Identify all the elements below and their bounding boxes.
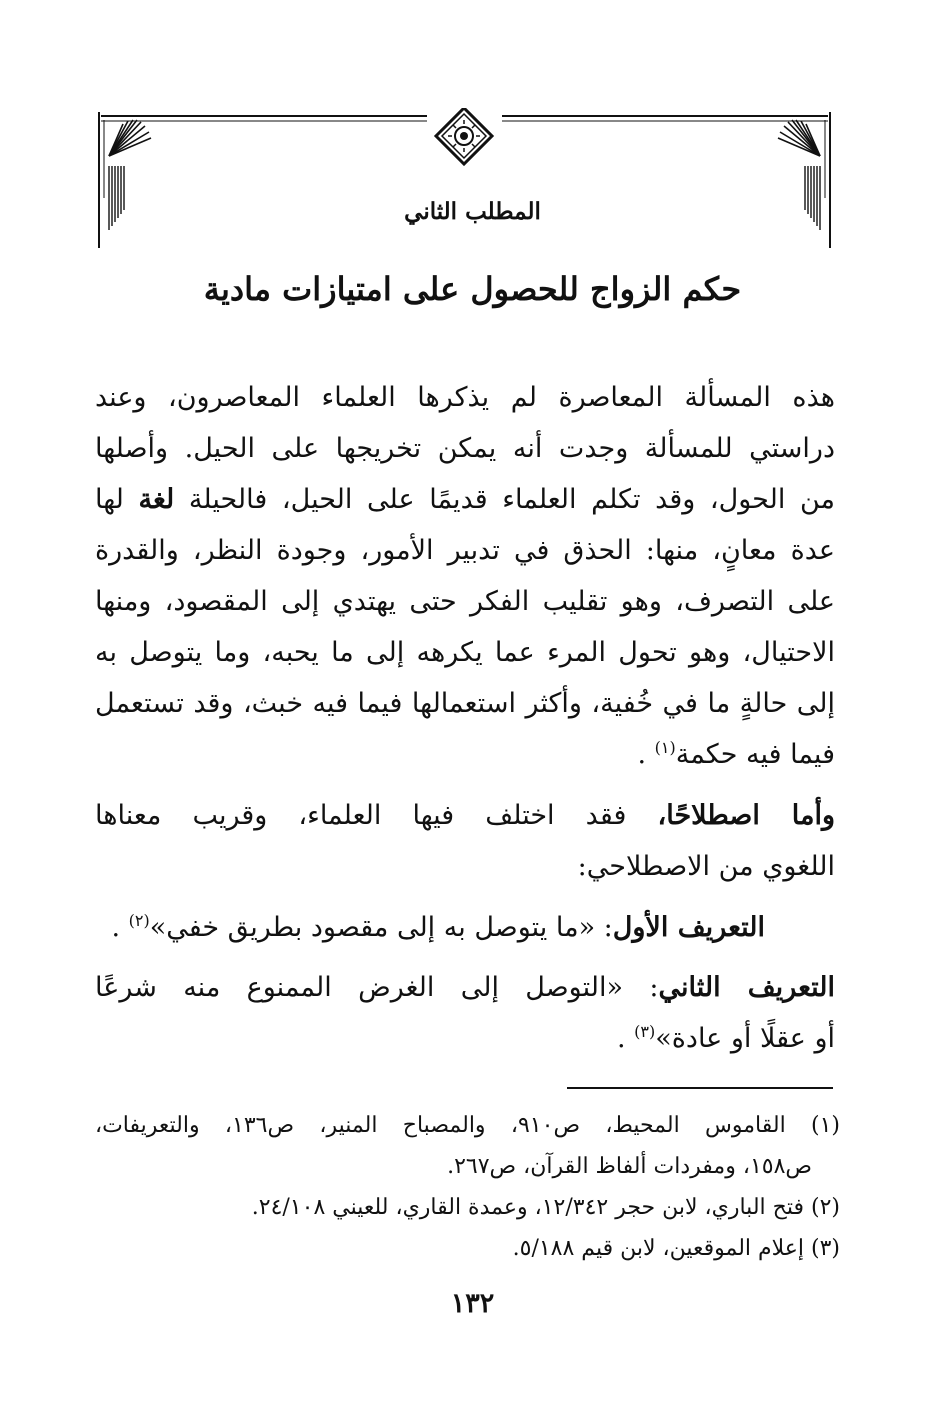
text-line: على التصرف، وهو تقليب الفكر حتى يهتدي إلى المقصود، ومنها: [95, 586, 835, 617]
footnote: (٢) فتح الباري، لابن حجر ١٢/٣٤٢، وعمدة القاري، للعيني ٢٤/١٠٨.: [251, 1195, 840, 1220]
text-line-content: فيما فيه حكمة: [675, 739, 835, 770]
bold-term: وأما اصطلاحًا،: [657, 800, 835, 831]
text-line: أو عقلًا أو عادة»$^{(٣)}$ .: [617, 1022, 835, 1054]
text-line: [95, 962, 835, 1013]
text-line: عدة معانٍ، منها: الحذق في تدبير الأمور، وجودة النظر، والقدرة: [95, 535, 835, 566]
footnote-ref-1[interactable]: (١): [654, 738, 676, 757]
section-label: المطلب الثاني: [404, 198, 541, 225]
page-title: حكم الزواج للحصول على امتيازات مادية: [203, 270, 742, 308]
page-number: ١٣٢: [450, 1288, 495, 1319]
text-line: التعريف الأول: «ما يتوصل به إلى مقصود بطريق خفي»$^{(٢)}$ .: [111, 911, 765, 943]
text-line: الاحتيال، وهو تحول المرء عما يكرهه إلى ما يحبه، وما يتوصل به: [95, 637, 835, 668]
footnote: (١) القاموس المحيط، ص٩١٠، والمصباح المنير، ص١٣٦، والتعريفات،: [95, 1113, 841, 1138]
definition-1: [95, 902, 765, 953]
bold-term: لغة: [138, 484, 175, 515]
footnote-divider: [567, 1087, 833, 1089]
definition-2: [95, 962, 835, 1064]
text-line-last: فيما فيه حكمة$^{(١)}$ .: [637, 738, 835, 770]
definition-text: : «التوصل إلى الغرض الممنوع منه شرعًا: [95, 972, 659, 1003]
footnote-continuation: ص١٥٨، ومفردات ألفاظ القرآن، ص٢٦٧.: [447, 1154, 812, 1179]
header-ornament-frame: [97, 108, 832, 250]
footnote-ref-3[interactable]: (٣): [634, 1022, 656, 1041]
footnote-ref-2[interactable]: (٢): [128, 911, 150, 930]
text-line: إلى حالةٍ ما في خُفية، وأكثر استعمالها فيما فيه خبث، وقد تستعمل: [95, 688, 835, 719]
text-line: اللغوي من الاصطلاحي:: [577, 851, 835, 882]
text-line: هذه المسألة المعاصرة لم يذكرها العلماء المعاصرون، وعند: [95, 382, 835, 413]
text-line-content: فقد اختلف فيها العلماء، وقريب معناها: [95, 800, 627, 831]
definition-text: أو عقلًا أو عادة»: [655, 1023, 835, 1054]
footnote: (٣) إعلام الموقعين، لابن قيم ٥/١٨٨.: [512, 1236, 840, 1261]
paragraph-2: [95, 790, 835, 892]
definition-text: : «ما يتوصل به إلى مقصود بطريق خفي»: [149, 912, 613, 943]
paragraph-1: [95, 372, 835, 780]
definition-label: التعريف الثاني: [658, 972, 835, 1003]
text-line: من الحول، وقد تكلم العلماء قديمًا على الحيل، فالحيلة لغة لها: [95, 484, 835, 515]
ornament-frame-graphic: [97, 108, 832, 250]
text-line: دراستي للمسألة وجدت أنه يمكن تخريجها على الحيل. وأصلها: [95, 433, 835, 464]
footnotes: [95, 1105, 840, 1269]
text-line: [95, 790, 835, 841]
definition-label: التعريف الأول: [612, 912, 765, 943]
